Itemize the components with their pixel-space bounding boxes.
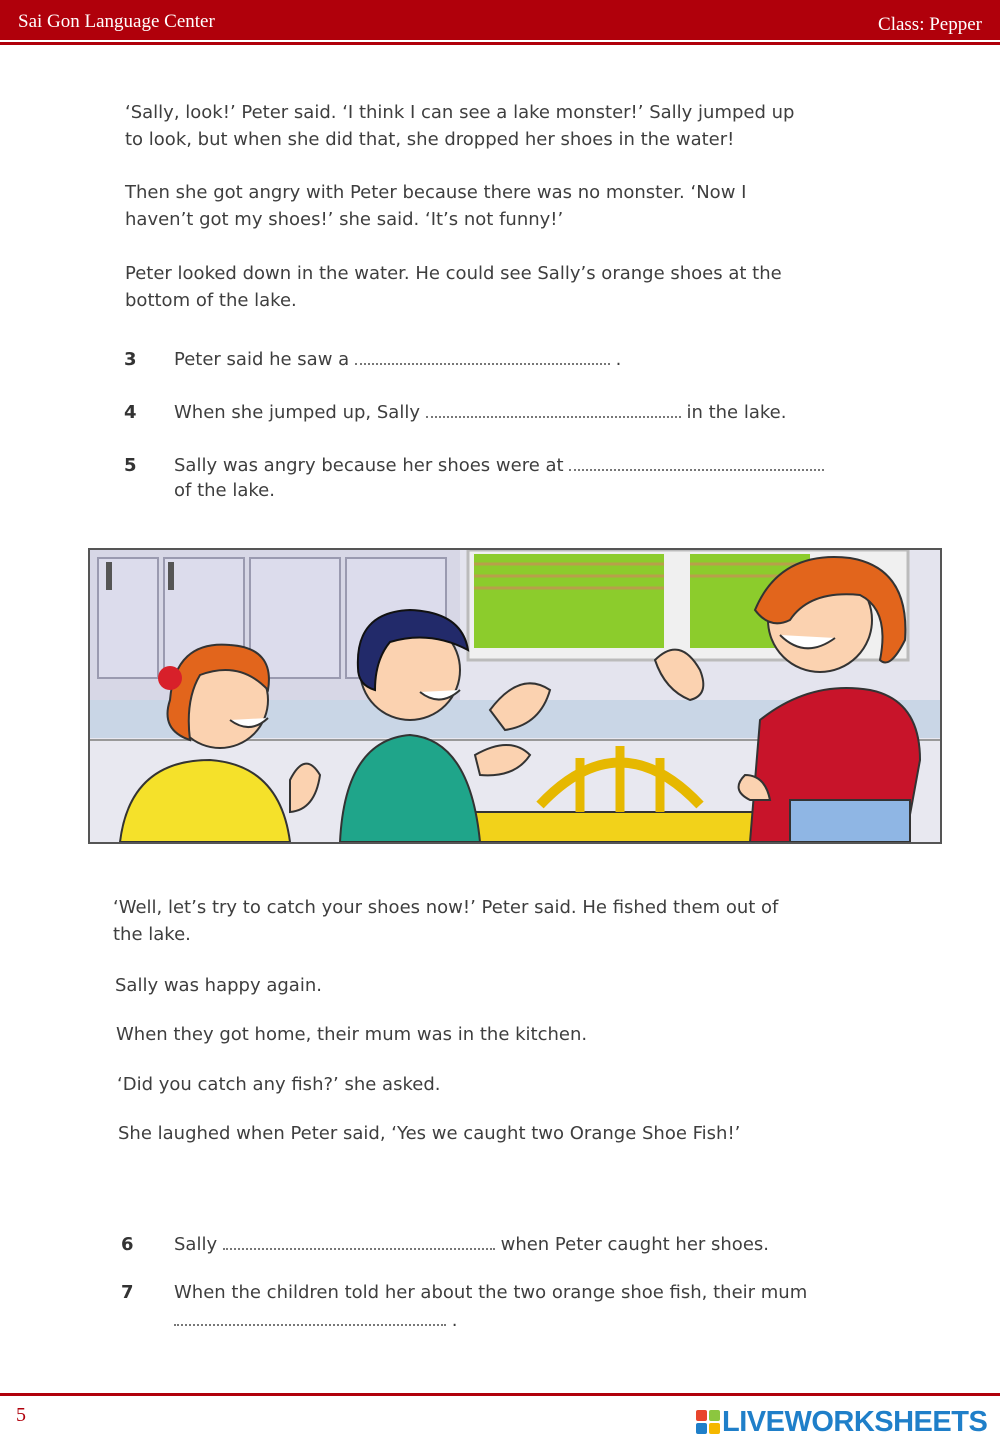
question-text: Sally <box>174 1234 218 1255</box>
question-text: When she jumped up, Sally <box>174 402 420 423</box>
story-paragraph-8: She laughed when Peter said, ‘Yes we caught two Orange Shoe Fish!’ <box>118 1123 741 1144</box>
story-paragraph-1: ‘Sally, look!’ Peter said. ‘I think I can see a lake monster!’ Sally jumped up to look, but when she did that, she dropped her shoes in the water! <box>125 102 795 150</box>
school-name: Sai Gon Language Center <box>18 11 215 32</box>
question-text: Sally was angry because her shoes were at <box>174 455 564 476</box>
footer-divider <box>0 1393 1000 1396</box>
story-paragraph-5: Sally was happy again. <box>115 975 322 996</box>
story-paragraph-2: Then she got angry with Peter because there was no monster. ‘Now I haven’t got my shoes!’ she said. ‘It’s not funny!’ <box>125 182 747 230</box>
liveworksheets-logo-icon <box>696 1410 720 1434</box>
story-paragraph-4: ‘Well, let’s try to catch your shoes now!’ Peter said. He fished them out of the lake. <box>113 897 779 945</box>
question-number: 6 <box>121 1234 134 1255</box>
answer-blank-6[interactable] <box>223 1234 495 1250</box>
question-text: When the children told her about the two orange shoe fish, their mum <box>174 1282 808 1303</box>
question-number: 7 <box>121 1282 134 1303</box>
page-number: 5 <box>16 1404 26 1426</box>
answer-blank-7[interactable] <box>174 1310 446 1326</box>
story-paragraph-3: Peter looked down in the water. He could see Sally’s orange shoes at the bottom of the lake. <box>125 263 782 311</box>
answer-blank-5[interactable] <box>569 455 824 471</box>
story-paragraph-6: When they got home, their mum was in the kitchen. <box>116 1024 588 1045</box>
brand-wordmark: LIVEWORKSHEETS <box>722 1406 988 1438</box>
kitchen-illustration <box>88 548 942 844</box>
header-divider <box>0 42 1000 45</box>
question-text: Peter said he saw a <box>174 349 350 370</box>
question-number: 4 <box>124 402 137 423</box>
answer-blank-4[interactable] <box>426 402 681 418</box>
story-paragraph-7: ‘Did you catch any fish?’ she asked. <box>117 1074 441 1095</box>
class-name: Class: Pepper <box>878 14 982 35</box>
question-number: 3 <box>124 349 137 370</box>
page-header <box>0 0 1000 40</box>
kitchen-scene-image <box>90 550 940 842</box>
question-number: 5 <box>124 455 137 476</box>
answer-blank-3[interactable] <box>355 349 610 365</box>
